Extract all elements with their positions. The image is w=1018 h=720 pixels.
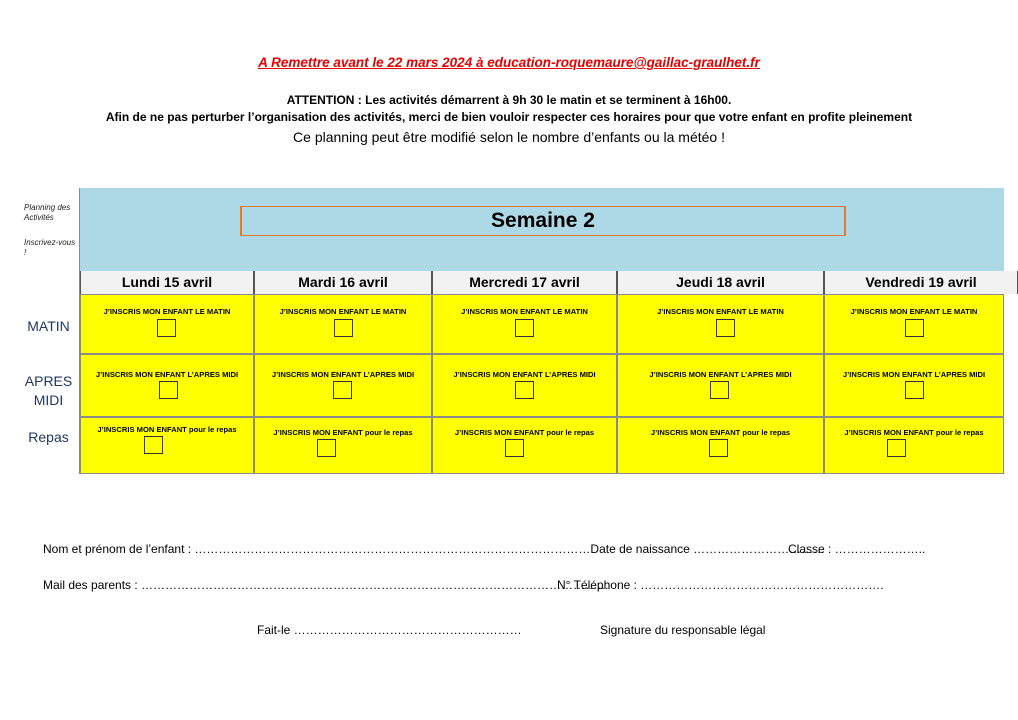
signature-label: Signature du responsable légal xyxy=(600,623,766,637)
cell-label: J’INSCRIS MON ENFANT L’APRES MIDI xyxy=(453,370,596,379)
matin-checkbox-friday[interactable] xyxy=(905,319,924,337)
cell-label: J’INSCRIS MON ENFANT L’APRES MIDI xyxy=(842,370,986,379)
row-label-midi: MIDI xyxy=(33,392,64,408)
repas-cell-friday xyxy=(824,417,1004,474)
day-header-friday: Vendredi 19 avril xyxy=(824,271,1018,294)
day-header-wednesday: Mercredi 17 avril xyxy=(432,271,617,294)
apres-midi-checkbox-monday[interactable] xyxy=(159,381,178,399)
repas-checkbox-thursday[interactable] xyxy=(709,439,728,457)
deadline-notice: A Remettre avant le 22 mars 2024 à education-roquemaure@gaillac-graulhet.fr xyxy=(258,55,760,70)
repas-cell-tuesday xyxy=(254,417,432,474)
cell-label: J’INSCRIS MON ENFANT pour le repas xyxy=(650,428,791,437)
repas-checkbox-friday[interactable] xyxy=(887,439,906,457)
cell-label: J’INSCRIS MON ENFANT LE MATIN xyxy=(279,307,407,316)
attention-notice: ATTENTION : Les activités démarrent à 9h 30 le matin et se terminent à 16h00. xyxy=(286,93,732,107)
matin-checkbox-thursday[interactable] xyxy=(716,319,735,337)
cell-label: J’INSCRIS MON ENFANT LE MATIN xyxy=(657,307,784,316)
class-field[interactable]: Classe : ………………….. xyxy=(788,542,926,556)
child-name-field[interactable]: Nom et prénom de l’enfant : ………………………………………………………………………………………Date de naissance …………………………… xyxy=(43,542,826,556)
repas-cell-monday xyxy=(80,417,254,474)
parents-mail-field[interactable]: Mail des parents : ……………………………………………………………………………………………………… xyxy=(43,578,610,592)
matin-cell-wednesday xyxy=(432,294,617,354)
day-header-thursday: Jeudi 18 avril xyxy=(617,271,824,294)
matin-checkbox-monday[interactable] xyxy=(157,319,176,337)
repas-cell-thursday xyxy=(617,417,824,474)
cell-label: J’INSCRIS MON ENFANT pour le repas xyxy=(844,428,984,437)
repas-checkbox-wednesday[interactable] xyxy=(505,439,524,457)
day-header-monday: Lundi 15 avril xyxy=(80,271,254,294)
planning-note: Ce planning peut être modifié selon le nombre d’enfants ou la météo ! xyxy=(293,129,725,145)
done-at-field[interactable]: Fait-le ………………………………………………… xyxy=(257,623,522,637)
cell-label: J’INSCRIS MON ENFANT LE MATIN xyxy=(461,307,588,316)
week-title: Semaine 2 xyxy=(491,209,595,232)
apres-midi-cell-friday xyxy=(824,354,1004,417)
matin-cell-monday xyxy=(80,294,254,354)
organisation-notice: Afin de ne pas perturber l’organisation des activités, merci de bien vouloir respecter ces horaires pour que votre enfant en profite pleinement xyxy=(105,110,913,124)
phone-field[interactable]: N° Téléphone : ……………………………………………………. xyxy=(557,578,884,592)
apres-midi-cell-tuesday xyxy=(254,354,432,417)
day-header-row xyxy=(80,271,1018,294)
cell-label: J’INSCRIS MON ENFANT pour le repas xyxy=(273,428,413,437)
side-note-register: Inscrivez-vous ! xyxy=(24,238,76,257)
apres-midi-cell-thursday xyxy=(617,354,824,417)
cell-label: J’INSCRIS MON ENFANT LE MATIN xyxy=(103,307,231,316)
matin-cell-tuesday xyxy=(254,294,432,354)
apres-midi-checkbox-tuesday[interactable] xyxy=(333,381,352,399)
apres-midi-checkbox-friday[interactable] xyxy=(905,381,924,399)
day-header-tuesday: Mardi 16 avril xyxy=(254,271,432,294)
cell-label: J’INSCRIS MON ENFANT LE MATIN xyxy=(850,307,978,316)
cell-label: J’INSCRIS MON ENFANT L’APRES MIDI xyxy=(95,370,239,379)
row-label-apres: APRES xyxy=(24,373,73,389)
repas-checkbox-monday[interactable] xyxy=(144,436,163,454)
cell-label: J’INSCRIS MON ENFANT L’APRES MIDI xyxy=(271,370,415,379)
repas-checkbox-tuesday[interactable] xyxy=(317,439,336,457)
repas-cell-wednesday xyxy=(432,417,617,474)
matin-cell-friday xyxy=(824,294,1004,354)
row-label-repas: Repas xyxy=(28,429,69,445)
cell-label: J’INSCRIS MON ENFANT L’APRES MIDI xyxy=(649,370,792,379)
apres-midi-cell-wednesday xyxy=(432,354,617,417)
cell-label: J’INSCRIS MON ENFANT pour le repas xyxy=(97,425,237,434)
matin-checkbox-tuesday[interactable] xyxy=(334,319,353,337)
matin-cell-thursday xyxy=(617,294,824,354)
matin-checkbox-wednesday[interactable] xyxy=(515,319,534,337)
side-note-planning: Planning des Activités xyxy=(24,203,71,222)
apres-midi-checkbox-wednesday[interactable] xyxy=(515,381,534,399)
apres-midi-cell-monday xyxy=(80,354,254,417)
cell-label: J’INSCRIS MON ENFANT pour le repas xyxy=(454,428,595,437)
row-label-matin: MATIN xyxy=(27,318,70,334)
apres-midi-checkbox-thursday[interactable] xyxy=(710,381,729,399)
